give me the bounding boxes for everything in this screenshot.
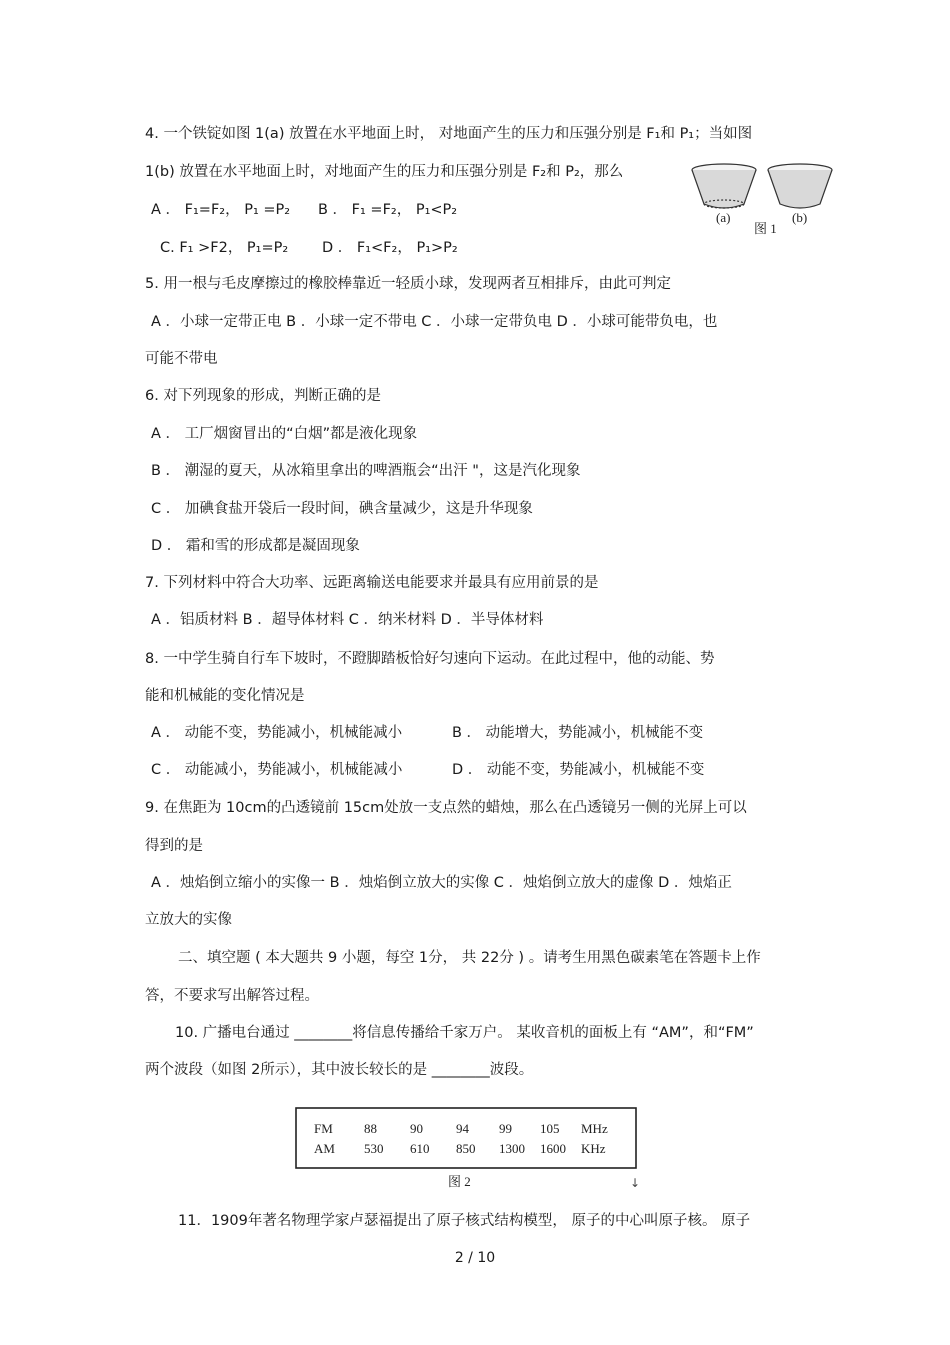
question-6-line-1: 6. 对下列现象的形成，判断正确的是	[145, 388, 381, 404]
question-4-line-1: 4. 一个铁锭如图 1(a) 放置在水平地面上时， 对地面产生的压力和压强分别是 F₁和 P₁；当如图	[145, 126, 753, 142]
figure-1-iron-ingot	[690, 160, 840, 240]
question-6-option-a: A ． 工厂烟窗冒出的“白烟”都是液化现象	[151, 426, 418, 442]
page-indicator: 2 / 10	[454, 1250, 496, 1266]
question-4-option-a: A ． F₁=F₂， P₁ =P₂	[151, 202, 291, 218]
figure-1-caption: 图 1	[754, 221, 777, 236]
dial-frequency: 1600	[540, 1141, 566, 1156]
question-8-option-c: C ． 动能减小，势能减小，机械能减小	[151, 762, 403, 778]
dial-frequency: 850	[456, 1141, 476, 1156]
question-6-option-b: B ． 潮湿的夏天，从冰箱里拿出的啤酒瓶会“出汗 "，这是汽化现象	[151, 463, 581, 479]
dial-frequency: 530	[364, 1141, 384, 1156]
dial-band-label: AM	[314, 1141, 335, 1156]
question-6-option-d: D ． 霜和雪的形成都是凝固现象	[151, 538, 360, 554]
question-4-line-2: 1(b) 放置在水平地面上时，对地面产生的压力和压强分别是 F₂和 P₂，那么	[145, 164, 624, 180]
ingot-a	[692, 164, 756, 208]
dial-frame	[296, 1108, 636, 1168]
question-4-option-b: B ． F₁ =F₂， P₁<P₂	[318, 202, 458, 218]
return-mark: ↓	[630, 1176, 641, 1190]
dial-frequency: 94	[456, 1121, 469, 1136]
question-8-line-2: 能和机械能的变化情况是	[145, 688, 305, 704]
question-9-line-1: 9. 在焦距为 10cm的凸透镜前 15cm处放一支点然的蜡烛，那么在凸透镜另一侧的光屏上可以	[145, 800, 747, 816]
figure-1-label-b: (b)	[792, 210, 808, 225]
question-9-line-4: 立放大的实像	[145, 912, 232, 928]
section-2-heading: 二、填空题 ( 本大题共 9 小题，每空 1分， 共 22分 ) 。请考生用黑色碳素笔在答题卡上作	[178, 950, 761, 966]
question-8-line-1: 8. 一中学生骑自行车下坡时，不蹬脚踏板恰好匀速向下运动。在此过程中，他的动能、势	[145, 651, 715, 667]
question-8-option-a: A ． 动能不变，势能减小，机械能减小	[151, 725, 403, 741]
figure-2-caption: 图 2	[448, 1174, 471, 1189]
question-10-line-1: 10. 广播电台通过 ________将信息传播给千家万户。 某收音机的面板上有 “AM”，和“FM”	[175, 1025, 754, 1041]
question-8-option-b: B ． 动能增大，势能减小，机械能不变	[452, 725, 704, 741]
dial-frequency: 99	[499, 1121, 512, 1136]
question-7-line-1: 7. 下列材料中符合大功率、远距离输送电能要求并最具有应用前景的是	[145, 575, 599, 591]
dial-band-label: FM	[314, 1121, 333, 1136]
question-8-option-d: D ． 动能不变，势能减小，机械能不变	[452, 762, 705, 778]
question-10-line-2: 两个波段（如图 2所示），其中波长较长的是 ________波段。	[145, 1062, 534, 1078]
question-4-option-d: D ． F₁<F₂， P₁>P₂	[322, 240, 458, 256]
dial-unit: KHz	[581, 1141, 606, 1156]
question-6-option-c: C ． 加碘食盐开袋后一段时间，碘含量减少，这是升华现象	[151, 501, 533, 517]
question-9-options: A ．烛焰倒立缩小的实像一 B ．烛焰倒立放大的实像 C ．烛焰倒立放大的虚像 D ．烛焰正	[151, 875, 732, 891]
question-7-options: A ．铝质材料 B ．超导体材料 C ．纳米材料 D ．半导体材料	[151, 612, 544, 628]
question-4-option-c: C. F₁ >F2， P₁=P₂	[160, 240, 289, 256]
figure-2-radio-dial	[294, 1105, 639, 1193]
question-11-line-1: 11．1909年著名物理学家卢瑟福提出了原子核式结构模型， 原子的中心叫原子核。 原子	[178, 1213, 751, 1229]
dial-frequency: 90	[410, 1121, 423, 1136]
question-5-options: A ．小球一定带正电 B ．小球一定不带电 C ．小球一定带负电 D ．小球可能带负电，也	[151, 314, 718, 330]
dial-frequency: 1300	[499, 1141, 525, 1156]
dial-unit: MHz	[581, 1121, 608, 1136]
figure-1-label-a: (a)	[716, 210, 731, 225]
question-5-line-1: 5. 用一根与毛皮摩擦过的橡胶棒靠近一轻质小球，发现两者互相排斥，由此可判定	[145, 276, 671, 292]
section-2-heading-line-2: 答，不要求写出解答过程。	[145, 988, 319, 1004]
dial-frequency: 105	[540, 1121, 560, 1136]
question-9-line-2: 得到的是	[145, 838, 203, 854]
question-5-line-3: 可能不带电	[145, 351, 218, 367]
dial-frequency: 88	[364, 1121, 377, 1136]
dial-frequency: 610	[410, 1141, 430, 1156]
ingot-b	[768, 164, 832, 208]
